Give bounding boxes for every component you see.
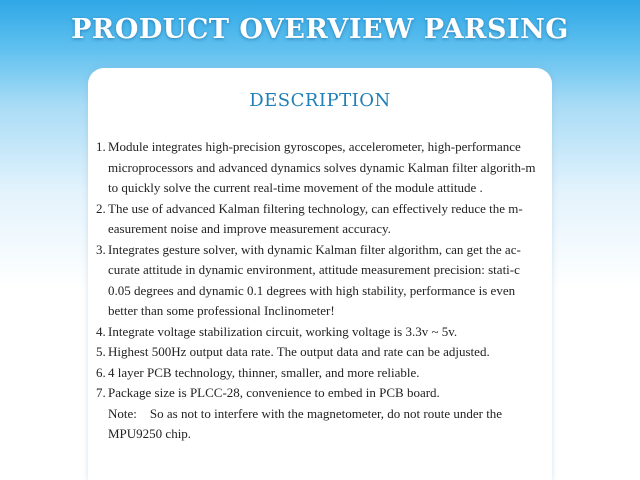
item-text: Integrate voltage stabilization circuit, working voltage is 3.3v ~ 5v.: [108, 323, 458, 339]
item-number: 1.: [96, 139, 106, 154]
description-list: [96, 137, 536, 445]
section-title: DESCRIPTION: [249, 90, 391, 111]
item-number: 3.: [96, 241, 106, 257]
item-number: 4.: [96, 323, 106, 339]
page-title: PRODUCT OVERVIEW PARSING: [71, 14, 569, 45]
list-item: [96, 363, 536, 384]
list-item: [96, 137, 536, 199]
note-text: So as not to interfere with the magnetometer, do not route under the MPU9250 chip.: [108, 405, 503, 441]
note: [96, 404, 536, 445]
note-label: Note:: [108, 405, 137, 421]
item-text: Integrates gesture solver, with dynamic Kalman filter algorithm, can get the ac-curate attitude in dynamic environment, attitude measurement precision: stati-c 0.05 degrees and dynamic 0.1 degrees with high stability, performance is even better than some professional Inclinometer!: [108, 241, 521, 318]
item-text: The use of advanced Kalman filtering technology, can effectively reduce the m-easurement noise and improve measurement accuracy.: [108, 200, 523, 236]
item-number: 6.: [96, 364, 106, 380]
item-number: 2.: [96, 200, 106, 216]
item-text: Module integrates high-precision gyroscopes, accelerometer, high-performance microprocessors and advanced dynamics solves dynamic Kalman filter algorith-m to quickly solve the current real-time movement of the module attitude .: [108, 139, 536, 195]
item-number: 7.: [96, 385, 106, 400]
list-item: [96, 342, 536, 363]
list-item: [96, 322, 536, 343]
list-item: [96, 383, 536, 404]
item-text: Package size is PLCC-28, convenience to embed in PCB board.: [108, 385, 440, 400]
item-text: Highest 500Hz output data rate. The output data and rate can be adjusted.: [108, 344, 490, 359]
list-item: [96, 240, 536, 322]
list-item: [96, 199, 536, 240]
item-text: 4 layer PCB technology, thinner, smaller, and more reliable.: [108, 364, 420, 380]
item-number: 5.: [96, 344, 106, 359]
